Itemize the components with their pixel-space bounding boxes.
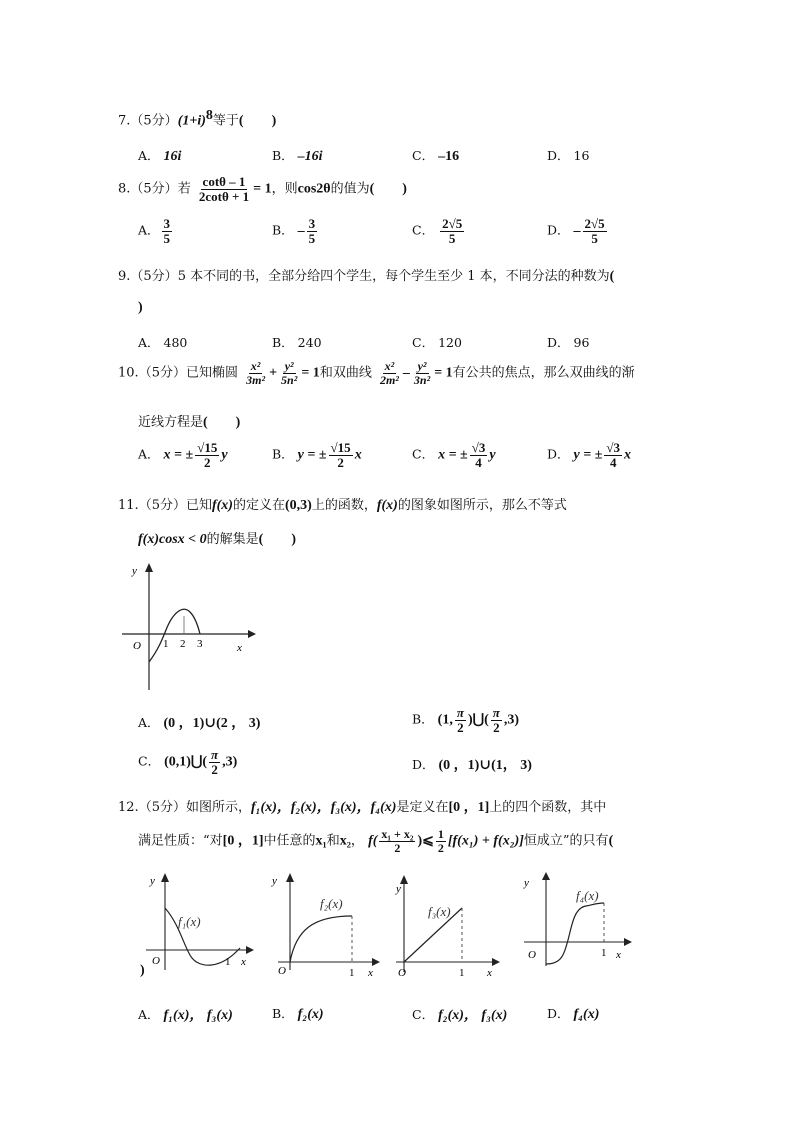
question-9: 9.（5分）5 本不同的书，全部分给四个学生，每个学生至少 1 本，不同分法的种数为( [118,269,615,284]
q9-option-d[interactable]: D． 96 [547,335,590,350]
svg-text:x: x [487,967,492,979]
q10-option-b[interactable]: B． y = ± $\frac{√15}{2}$ x [272,440,362,470]
question-12: 12.（5分）如图所示，f₁(x)，f₂(x)，f₃(x)，f₄(x)是定义在[0 ，1]上的四个函数，其中 [118,800,607,815]
q11-curve [149,609,200,662]
q7-expr: (1+i) [177,113,206,129]
svg-text:1: 1 [349,967,355,979]
q9-option-c[interactable]: C． 120 [412,335,462,350]
q10-option-c[interactable]: C． x = ± $\frac{√3}{4}$ y [412,440,496,470]
q7-option-b[interactable]: B． –16i [272,148,323,164]
q10-option-a[interactable]: A． x = ± $\frac{√15}{2}$ y [138,440,228,470]
question-10: 10.（5分）已知椭圆 $\frac{\text{x²}}{\text{3m²}}$ + $\frac{\text{y²}}{\text{5n²}}$ = 1和双曲线 $\frac{\text{x²}}{\text{2m²}}$ – $\frac{\text{y²}}{\text{3n²}}$ = 1有公共的焦点，那么双曲线的渐 [118,359,635,387]
svg-text:1: 1 [225,956,231,968]
question-8: 8.（5分）若 $\frac{\cot\theta - 1}{2\cot\theta + 1}$ = 1，则cos2θ的值为( ) [118,174,407,204]
svg-text:O: O [398,967,406,979]
q7-option-c[interactable]: C． –16 [412,148,460,164]
q11-tick-1: 1 [163,638,169,650]
q12-option-a[interactable]: A． f₁(x)， f₃(x) [138,1007,233,1023]
svg-text:f₃(x): f₃(x) [428,904,451,919]
q8-option-d[interactable]: D． – $\frac{2√5}{5}$ [547,216,605,246]
f4-curve [546,903,604,964]
q12-line2: 满足性质：“对[0 ，1]中任意的x₁和x₂， f( $\frac{\text{x₁ + x₂}}{2}$ )⩽ $\frac{1}{2}$ [f(x₁) + f(x₂)]恒成立”的只有( [138,827,614,855]
q12-graph-f4 [520,870,635,970]
q11-line2: f(x)cosx < 0的解集是( ) [138,532,296,547]
svg-text:y: y [272,875,277,887]
q7-option-a[interactable]: A． 16i [138,148,182,164]
svg-text:O: O [152,955,160,967]
q11-y-arrow [145,563,153,572]
q7-score: （5分） [130,113,178,129]
q8-fraction: $\frac{\cot\theta - 1}{2\cot\theta + 1}$ [198,174,250,204]
q11-label-o: O [133,640,141,652]
q11-tick-3: 3 [197,638,203,650]
svg-text:f₂(x): f₂(x) [320,896,343,911]
svg-text:x: x [616,949,621,961]
svg-text:y: y [396,883,401,895]
q12-option-c[interactable]: C． f₂(x)， f₃(x) [412,1007,508,1023]
svg-text:y: y [524,877,529,889]
q12-option-d[interactable]: D． f₄(x) [547,1006,600,1022]
svg-text:x: x [241,956,246,968]
q12-graph-f3 [392,872,507,982]
q7-paren: ( ) [238,113,277,129]
q11-label-y: y [132,565,137,577]
q12-graph-f1 [140,870,255,980]
question-11: 11.（5分）已知f(x)的定义在(0,3)上的函数，f(x)的图象如图所示，那么不等式 [118,498,567,513]
f2-curve [290,916,352,962]
q7-option-d[interactable]: D． 16 [547,148,590,163]
svg-text:f₄(x): f₄(x) [576,888,599,903]
q8-option-c[interactable]: C． $\frac{2√5}{5}$ [412,216,463,246]
q7-tail: 等于 [212,113,239,129]
q7-number: 7. [118,113,131,129]
q10-line2: 近线方程是( ) [138,415,241,430]
q12-option-b[interactable]: B． f₂(x) [272,1006,324,1022]
q11-option-b[interactable]: B． (1, $\frac{\pi}{2}$ )⋃( $\frac{\pi}{2}$ ,3) [412,705,520,735]
q11-x-arrow [248,630,256,638]
question-7 [118,108,276,129]
q11-option-a[interactable]: A． (0 ，1)∪(2 ， 3) [138,715,261,731]
svg-text:1: 1 [601,947,607,959]
q12-paren-close: ) [140,963,145,978]
q9-option-b[interactable]: B． 240 [272,335,322,350]
q9-option-a[interactable]: A． 480 [138,335,188,350]
q8-option-a[interactable]: A． $\frac{3}{5}$ [138,216,171,246]
q11-option-c[interactable]: C． (0,1)⋃( $\frac{\pi}{2}$ ,3) [138,747,238,777]
svg-text:O: O [278,965,286,977]
svg-text:f₁(x): f₁(x) [178,914,201,929]
svg-text:1: 1 [459,967,465,979]
q11-tick-2: 2 [180,638,186,650]
q11-graph [118,560,258,695]
q11-label-x: x [237,642,242,654]
q12-graph-f2 [268,870,383,980]
q9-paren-close: ) [138,300,143,315]
q7-exp: 8 [205,108,213,123]
svg-text:x: x [368,967,373,979]
svg-text:y: y [150,875,155,887]
q11-option-d[interactable]: D． (0 ，1)∪(1， 3) [412,757,532,773]
svg-text:O: O [528,949,536,961]
q8-option-b[interactable]: B． – $\frac{3}{5}$ [272,216,316,246]
q10-option-d[interactable]: D． y = ± $\frac{√3}{4}$ x [547,440,632,470]
